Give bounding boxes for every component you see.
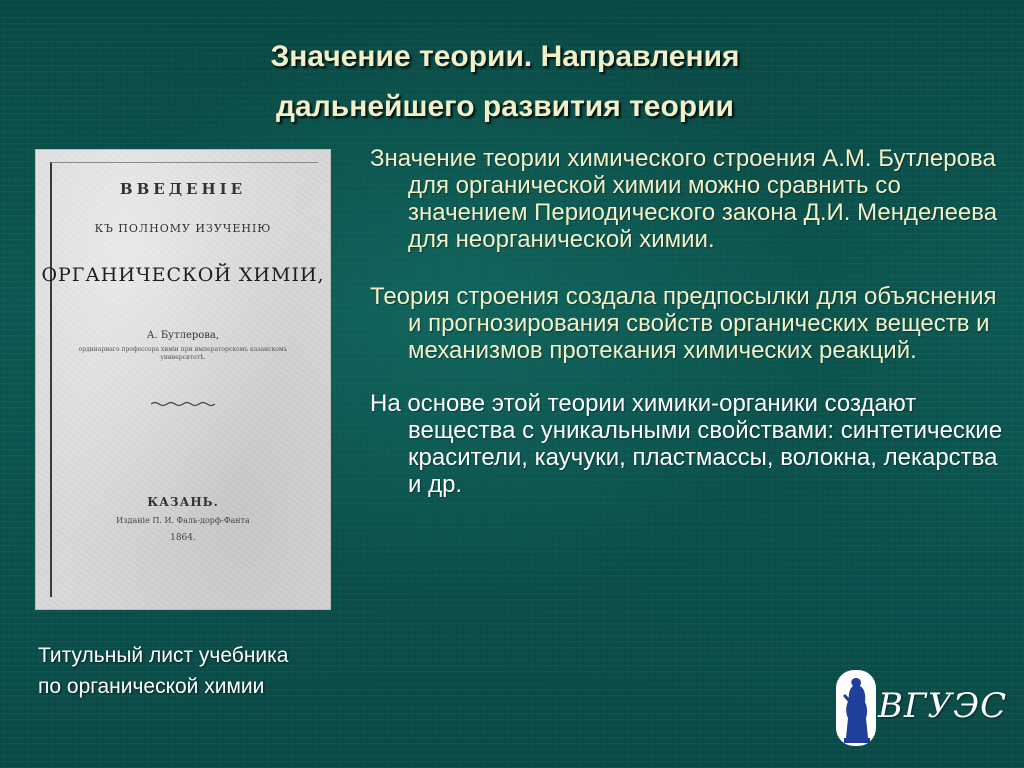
logo-text: ВГУЭС [878,686,1008,726]
image-caption [38,640,358,702]
book-author: А. Бутлерова, [146,330,220,341]
statue-icon [834,668,878,748]
slide-title [0,32,1010,132]
book-main-title: ОРГАНИЧЕСКОЙ ХИМIИ, [41,264,325,286]
book-city: КАЗАНЬ. [147,495,219,509]
book-author-note: ординарнаго профессора химiи при императорскомъ казанскомъ университетѣ. [78,346,288,361]
content-text [370,145,1010,528]
vguees-logo [834,668,1014,750]
paragraph-prerequisites: Теория строения создала предпосылки для объяснения и прогнозирования свойств органических веществ и механизмов протекания химических реакций. [370,283,997,364]
paragraph-significance: Значение теории химического строения А.М. Бутлерова для органической химии можно сравнить со значением Периодического закона Д.И. Менделеева для неорганической химии. [370,145,998,253]
book-title-page-image [36,150,330,609]
book-year: 1864. [170,533,196,543]
book-publisher: Изданiе П. И. Фаль-дорф-Фанта [116,516,250,525]
book-ornament [151,401,215,407]
caption-line-1: Титульный лист учебника [38,644,289,667]
slide-title-line-1: Значение теории. Направления [270,40,740,73]
caption-line-2: по органической химии [38,675,265,698]
paragraph-applications: На основе этой теории химики-органики создают вещества с уникальными свойствами: синтетические красители, каучуки, пластмассы, волокна, лекарства и др. [370,390,1003,498]
book-subtitle: КЪ ПОЛНОМУ ИЗУЧЕНIЮ [94,222,272,235]
slide-title-line-2: дальнейшего развития теории [276,90,734,123]
book-heading: ВВЕДЕНIЕ [119,180,247,198]
